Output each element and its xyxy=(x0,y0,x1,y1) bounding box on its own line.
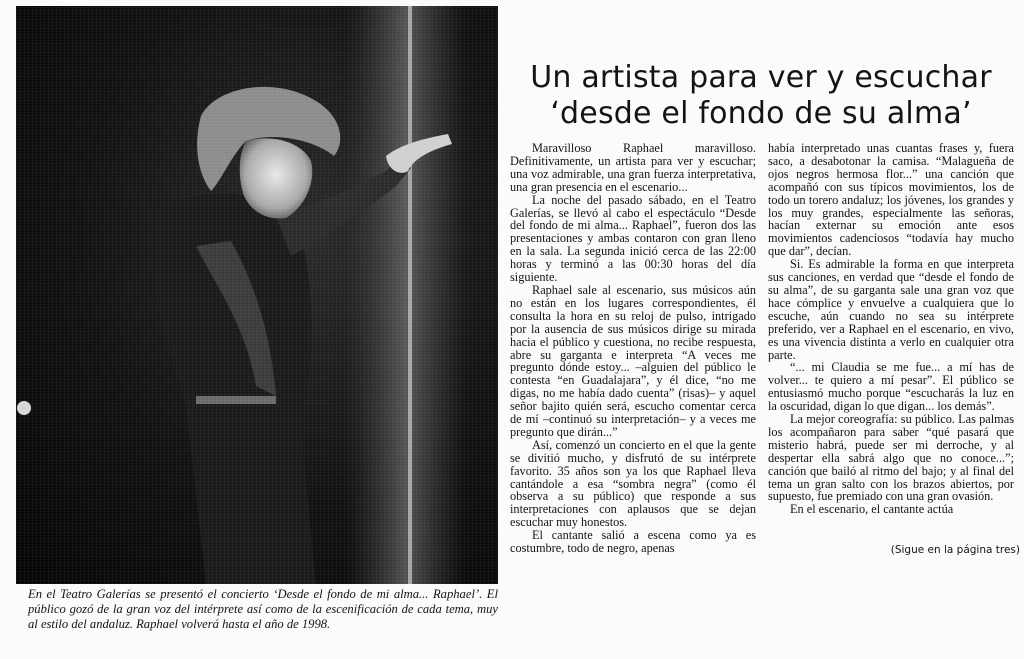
mic-stand xyxy=(408,6,412,584)
caption-text: En el Teatro Galerías se presentó el concierto ‘Desde el fondo de mi alma... Raphael’. El público gozó de la gran voz del intérprete así como de la escenificación de cada tema, muy al estilo del andaluz. Raphael volverá hasta el año de 1998. xyxy=(28,587,498,632)
paragraph: La noche del pasado sábado, en el Teatro Galerías, se llevó al cabo el espectáculo “Desde del fondo de mi alma... Raphael”, fueron dos las presentaciones y ambas contaron con gran lleno en la sala. La segunda inició cerca de las 22:00 horas y terminó a las 00:30 horas del día siguiente. xyxy=(510,192,756,285)
paragraph: El cantante salió a escena como ya es costumbre, todo de negro, apenas xyxy=(510,528,756,556)
paragraph: “... mi Claudia se me fue... a mí has de volver... te quiero a mí pesar”. El público se entusiasmó mucho porque “escucharás la luz en la oscuridad, digan lo que digan... los demás”. xyxy=(768,360,1014,414)
performer-photo xyxy=(16,6,498,584)
headline-line-2: ‘desde el fondo de su alma’ xyxy=(550,96,972,131)
paragraph: Así, comenzó un concierto en el que la gente se divitió mucho, y disfrutó de su intérprete favorito. 35 años son ya los que Raphael lleva cantándole a esa “sombra negra” (como él observa a su público) que responde a sus interpretaciones con aplausos que se dejan escuchar muy honestos. xyxy=(510,437,756,530)
headline-line-1: Un artista para ver y escuchar xyxy=(530,60,992,95)
article-column-2 xyxy=(768,142,1014,516)
photo-caption xyxy=(28,587,498,633)
light-beam xyxy=(346,6,466,584)
article-column-1 xyxy=(510,142,756,555)
paragraph: En el escenario, el cantante actúa xyxy=(790,502,954,517)
performer-illustration xyxy=(16,6,498,584)
article-headline xyxy=(506,60,1016,132)
paragraph: Si. Es admirable la forma en que interpreta sus canciones, en verdad que “desde el fondo de su alma”, de su garganta sale una gran voz que hace cómplice y envuelve a cualquiera que lo escuche, aún cuando no sea su intérprete preferido, ver a Raphael en el escenario, en vivo, es una vivencia distinta a verlo en cualquier otra parte. xyxy=(768,257,1014,362)
paragraph: La mejor coreografía: su público. Las palmas los acompañaron para saber “qué pasará que misterio habrá, puede ser mi derroche, y al despertar ella sabrá algo que no conoce...”; canción que bailó al ritmo del bajo; y al final del tema un gran salto con los brazos abiertos, por supuesto, fue premiado con una gran ovasión. xyxy=(768,412,1014,504)
paragraph: Raphael sale al escenario, sus músicos aún no están en los lugares correspondientes, él consulta la hora en su reloj de pulso, intrigado por la ausencia de sus músicos dirige su mirada hacia el público y cuestiona, no recibe respuesta, abre su garganta e interpreta “A veces me pregunto dónde estoy... –alguien del público le contesta “en Guadalajara”, y él dice, “no me digas, no me había dado cuenta” (risas)– y aquel señor bajito quién será, escucho comentar cerca de mí –continuó su interpretación– y a veces me pregunto que dirán...” xyxy=(510,282,756,439)
continued-note: (Sigue en la página tres) xyxy=(890,544,1020,556)
paragraph: había interpretado unas cuantas frases y, fuera saco, a desabotonar la camisa. “Malagueña de ojos negros hermosa flor...” una canción que acompañó con sus típicos movimientos, los de todo un torero andaluz; los jóvenes, los grandes y los muy grandes, especialmente las señoras, hacían externar su emoción ante esos movimientos cadenciosos “todavía hay mucho que dar”, decían. xyxy=(768,141,1014,259)
paragraph: Maravilloso Raphael maravilloso. Definitivamente, un artista para ver y escuchar; una voz admirable, una gran fuerza interpretativa, una gran presencia en el escenario... xyxy=(510,141,756,194)
